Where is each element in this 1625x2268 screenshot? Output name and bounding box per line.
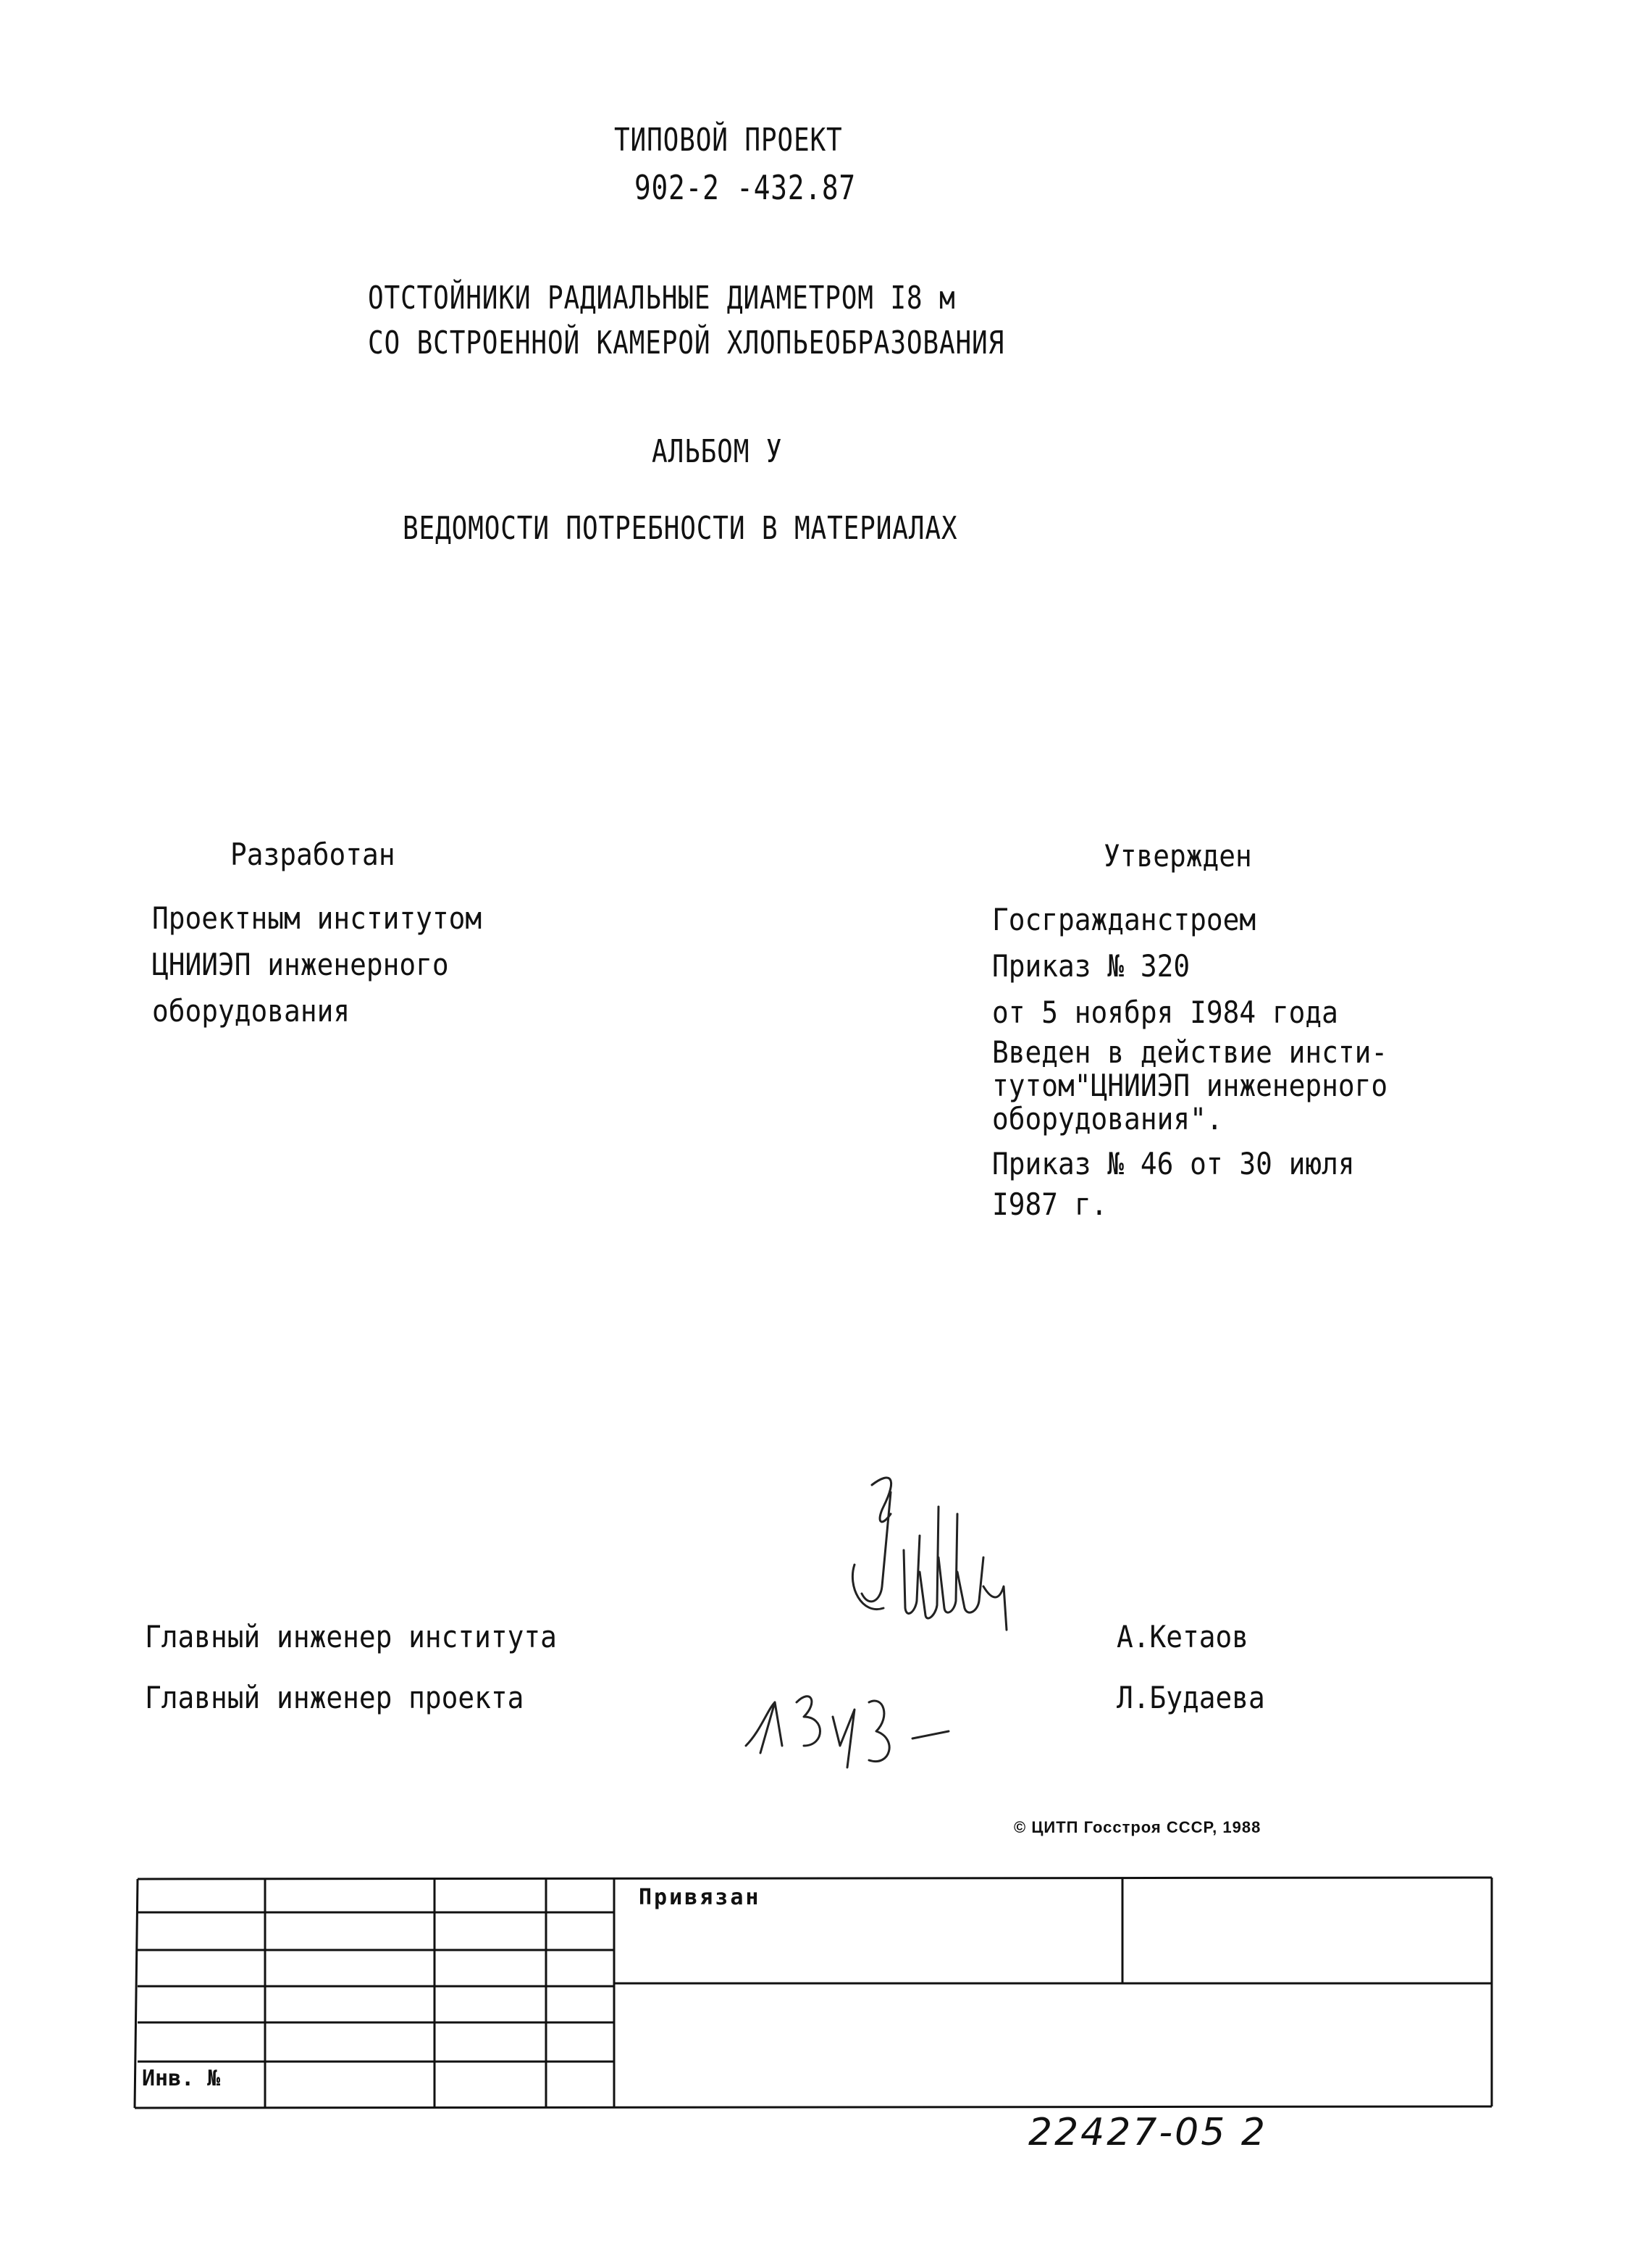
signature-chief-engineer-project [731, 1659, 963, 1775]
signatory-role-1: Главный инженер института [145, 1619, 557, 1654]
document-title-line-2: СО ВСТРОЕННОЙ КАМЕРОЙ ХЛОПЬЕОБРАЗОВАНИЯ [368, 325, 1005, 361]
project-label: ТИПОВОЙ ПРОЕКТ [614, 122, 843, 159]
approved-note-line-5: I987 г. [992, 1187, 1108, 1222]
developed-line-3: оборудования [152, 993, 350, 1029]
approved-line-1: Госгражданстроем [992, 902, 1256, 937]
developed-line-2: ЦНИИЭП инженерного [152, 947, 449, 982]
developed-line-1: Проектным институтом [152, 900, 482, 936]
album-label: АЛЬБОМ У [652, 433, 783, 470]
approved-line-2: Приказ № 320 [992, 948, 1191, 984]
document-title-line-1: ОТСТОЙНИКИ РАДИАЛЬНЫЕ ДИАМЕТРОМ I8 м [368, 280, 956, 317]
footer-document-number: 22427-05 2 [1028, 2111, 1267, 2154]
approved-note-line-3: оборудования". [992, 1101, 1223, 1137]
stamp-grid [130, 1869, 1625, 2115]
signatory-name-1: А.Кетаов [1117, 1619, 1249, 1654]
approved-note-line-4: Приказ № 46 от 30 июля [992, 1146, 1355, 1181]
signature-chief-engineer-institute [840, 1463, 1028, 1652]
stamp-tied-label: Привязан [639, 1885, 761, 1910]
developed-heading: Разработан [230, 837, 395, 872]
stamp-inventory-label: Инв. № [142, 2066, 221, 2091]
signatory-role-2: Главный инженер проекта [145, 1680, 524, 1715]
approved-note-line-1: Введен в действие инсти- [992, 1034, 1388, 1070]
document-subtitle: ВЕДОМОСТИ ПОТРЕБНОСТИ В МАТЕРИАЛАХ [403, 510, 958, 547]
approved-line-3: от 5 ноября I984 года [992, 995, 1338, 1030]
project-number: 902-2 -432.87 [634, 168, 856, 207]
signatory-name-2: Л.Будаева [1117, 1680, 1265, 1715]
approved-heading: Утвержден [1104, 838, 1252, 874]
copyright-notice: © ЦИТП Госстроя СССР, 1988 [1014, 1818, 1261, 1836]
approved-note-line-2: тутом"ЦНИИЭП инженерного [992, 1068, 1388, 1103]
